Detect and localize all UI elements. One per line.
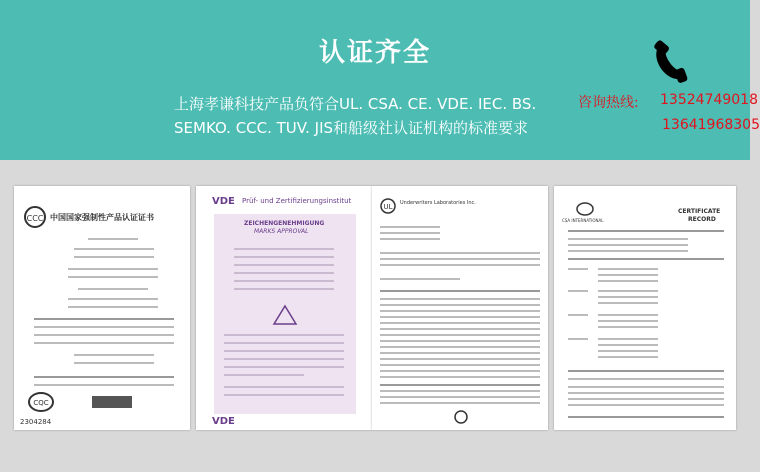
certificate-heading: 中国国家强制性产品认证证书 (50, 213, 154, 222)
description-line-2: SEMKO. CCC. TUV. JIS和船级社认证机构的标准要求 (174, 119, 529, 137)
svg-text:CQC: CQC (33, 399, 49, 407)
approval-subtitle: MARKS APPROVAL (254, 228, 309, 235)
ul-certificate-image (372, 186, 548, 430)
vde-logo: VDE (212, 196, 235, 207)
cqc-logo-icon (28, 392, 54, 412)
ul-org-name: Underwriters Laboratories Inc. (400, 200, 476, 206)
svg-text:UL: UL (383, 203, 393, 211)
csa-logo-icon (576, 202, 594, 216)
hotline-number: 13524749018 (660, 92, 758, 108)
vde-approval-box (214, 214, 356, 414)
description (174, 92, 536, 140)
ccc-logo-icon (24, 206, 46, 228)
csa-org-name: CSA INTERNATIONAL (562, 218, 604, 223)
serial-number: 2304284 (20, 418, 52, 426)
ul-footer-logo-icon (454, 410, 468, 424)
description-line-1: 上海孝谦科技产品负符合UL. CSA. CE. VDE. IEC. BS. (174, 95, 537, 113)
hotline-label: 咨询热线: (578, 95, 639, 111)
ccc-certificate-image (14, 186, 190, 430)
phone-handset-icon (650, 22, 714, 86)
csa-title-line-1: CERTIFICATE (678, 208, 721, 215)
vde-triangle-mark-icon (272, 304, 298, 326)
vde-footer-logo: VDE (212, 416, 235, 427)
csa-title-line-2: RECORD (688, 216, 716, 223)
header-banner (0, 0, 760, 160)
signature-stamp (92, 396, 132, 408)
vde-certificate-image (196, 186, 372, 430)
svg-text:CCC: CCC (26, 214, 44, 223)
approval-title: ZEICHENGENEHMIGUNG (244, 220, 325, 227)
csa-certificate-image (554, 186, 736, 430)
hotline-number: 13641968305 (662, 117, 760, 133)
page-title: 认证齐全 (318, 38, 431, 68)
ul-logo-icon (380, 198, 396, 214)
vde-header-text: Prüf- und Zertifizierungsinstitut (242, 197, 352, 205)
